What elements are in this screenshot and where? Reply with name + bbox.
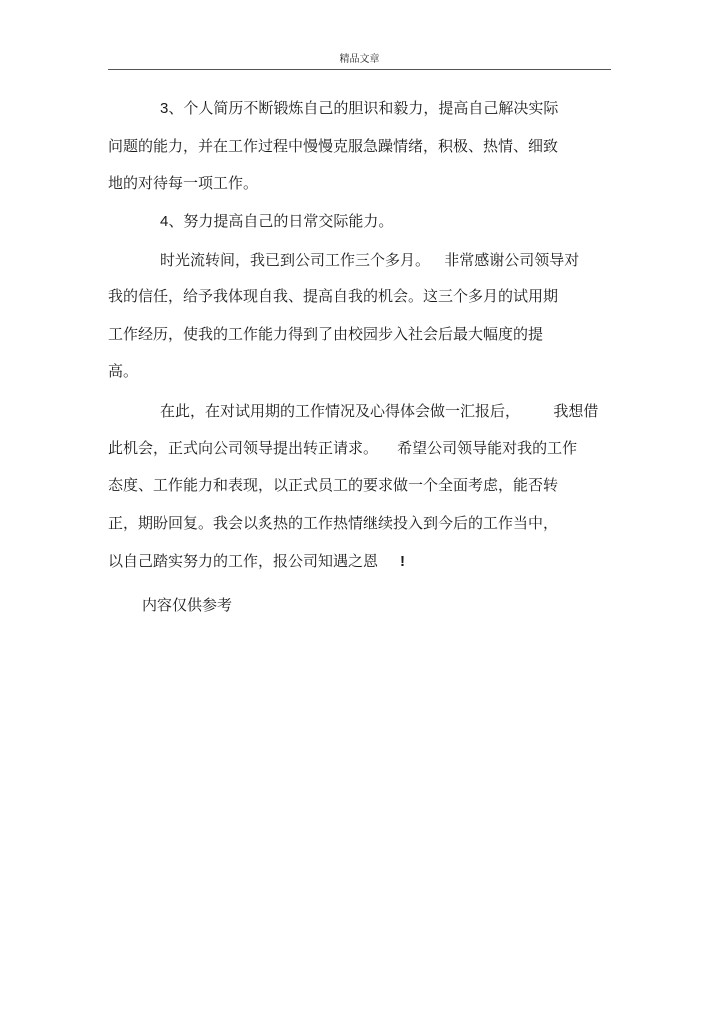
paragraph-line: 高。 — [108, 362, 139, 380]
paragraph-line: 工作经历，使我的工作能力得到了由校园步入社会后最大幅度的提 — [108, 325, 544, 343]
paragraph-line: 问题的能力，并在工作过程中慢慢克服急躁情绪，积极、热情、细致 — [108, 137, 559, 155]
line-text: 、个人简历不断锻炼自己的胆识和毅力，提高自己解决实际 — [168, 99, 559, 117]
paragraph-line: 此机会，正式向公司领导提出转正请求。 希望公司领导能对我的工作 — [108, 439, 578, 457]
paragraph-line: 正，期盼回复。我会以炙热的工作热情继续投入到今后的工作当中， — [108, 514, 559, 532]
paragraph-line: 在此，在对试用期的工作情况及心得体会做一汇报后， 我想借 — [160, 402, 599, 420]
paragraph-line — [108, 551, 405, 571]
exclamation-mark: ! — [400, 553, 406, 570]
item-number: 4 — [160, 213, 169, 230]
line-text: 以自己踏实努力的工作，报公司知遇之恩 — [108, 552, 379, 570]
paragraph-line: 我的信任，给予我体现自我、提高自我的机会。这三个多月的试用期 — [108, 287, 559, 305]
paragraph-line: 时光流转间，我已到公司工作三个多月。 非常感谢公司领导对 — [160, 251, 580, 269]
line-text: 、努力提高自己的日常交际能力。 — [168, 212, 394, 230]
item-number: 3 — [160, 100, 169, 117]
footer-note: 内容仅供参考 — [142, 596, 233, 614]
header-divider — [108, 69, 611, 70]
paragraph-line — [160, 98, 558, 118]
paragraph-line — [160, 211, 393, 231]
paragraph-line: 态度、工作能力和表现，以正式员工的要求做一个全面考虑，能否转 — [108, 476, 559, 494]
page-header-title: 精品文章 — [339, 54, 380, 65]
paragraph-line: 地的对待每一项工作。 — [108, 174, 259, 192]
